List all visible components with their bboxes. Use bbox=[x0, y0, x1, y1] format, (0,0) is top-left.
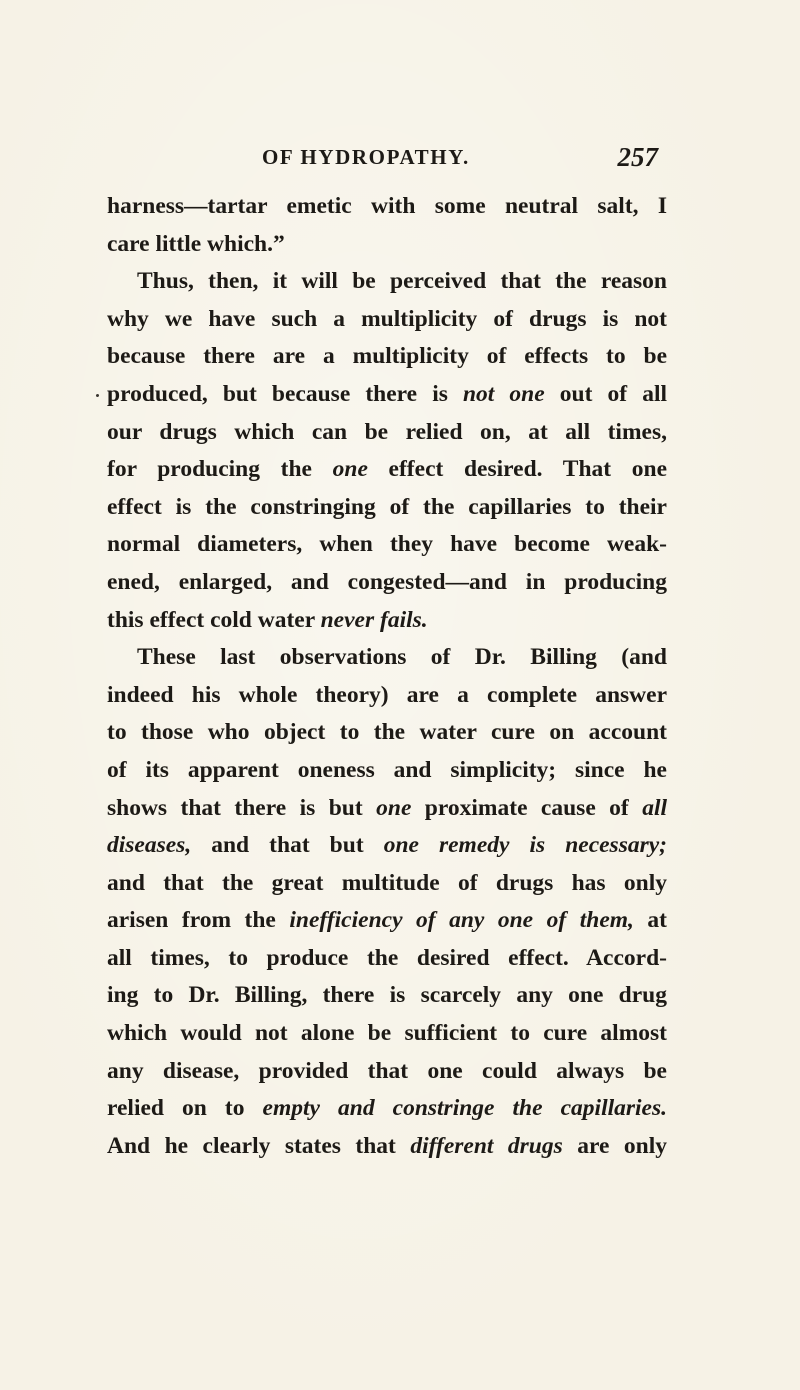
page-header bbox=[262, 142, 658, 175]
text-line: and that the great multitude of drugs has only bbox=[107, 869, 667, 896]
text-line: of its apparent oneness and simplicity; since he bbox=[107, 756, 667, 783]
text-line: ened, enlarged, and congested—and in producing bbox=[107, 568, 667, 595]
text-line: Thus, then, it will be perceived that the reason bbox=[137, 268, 667, 295]
text-line: arisen from the inefficiency of any one of them, at bbox=[107, 907, 667, 934]
text-line: diseases, and that but one remedy is necessary; bbox=[107, 832, 667, 859]
running-head: OF HYDROPATHY. bbox=[262, 145, 470, 169]
text-line: effect is the constringing of the capillaries to their bbox=[107, 493, 667, 520]
text-line: produced, but because there is not one out of all bbox=[107, 380, 668, 407]
text-line: why we have such a multiplicity of drugs is not bbox=[107, 305, 667, 332]
text-line: These last observations of Dr. Billing (and bbox=[137, 644, 667, 671]
text-line: all times, to produce the desired effect. Accord- bbox=[107, 944, 667, 971]
text-line: relied on to empty and constringe the capillaries. bbox=[107, 1095, 668, 1122]
text-line: indeed his whole theory) are a complete answer bbox=[107, 681, 667, 708]
text-line: which would not alone be sufficient to cure almost bbox=[107, 1020, 667, 1047]
text-line: shows that there is but one proximate cause of all bbox=[107, 794, 668, 821]
page-number: 257 bbox=[617, 142, 658, 172]
text-line: And he clearly states that different drugs are only bbox=[107, 1132, 667, 1159]
text-line: harness—tartar emetic with some neutral salt, I bbox=[107, 193, 667, 219]
text-line: ing to Dr. Billing, there is scarcely any one drug bbox=[107, 982, 667, 1009]
text-line: normal diameters, when they have become weak- bbox=[107, 531, 667, 558]
text-line: to those who object to the water cure on account bbox=[107, 719, 667, 746]
text-line: this effect cold water never fails. bbox=[107, 606, 428, 633]
ink-speck bbox=[96, 394, 100, 398]
text-line: any disease, provided that one could always be bbox=[107, 1057, 667, 1084]
text-line: for producing the one effect desired. That one bbox=[107, 456, 668, 483]
text-line: our drugs which can be relied on, at all times, bbox=[107, 418, 667, 445]
body-text bbox=[107, 188, 667, 1165]
text-line: because there are a multiplicity of effects to be bbox=[107, 343, 667, 370]
text-line: care little which.” bbox=[107, 230, 285, 257]
